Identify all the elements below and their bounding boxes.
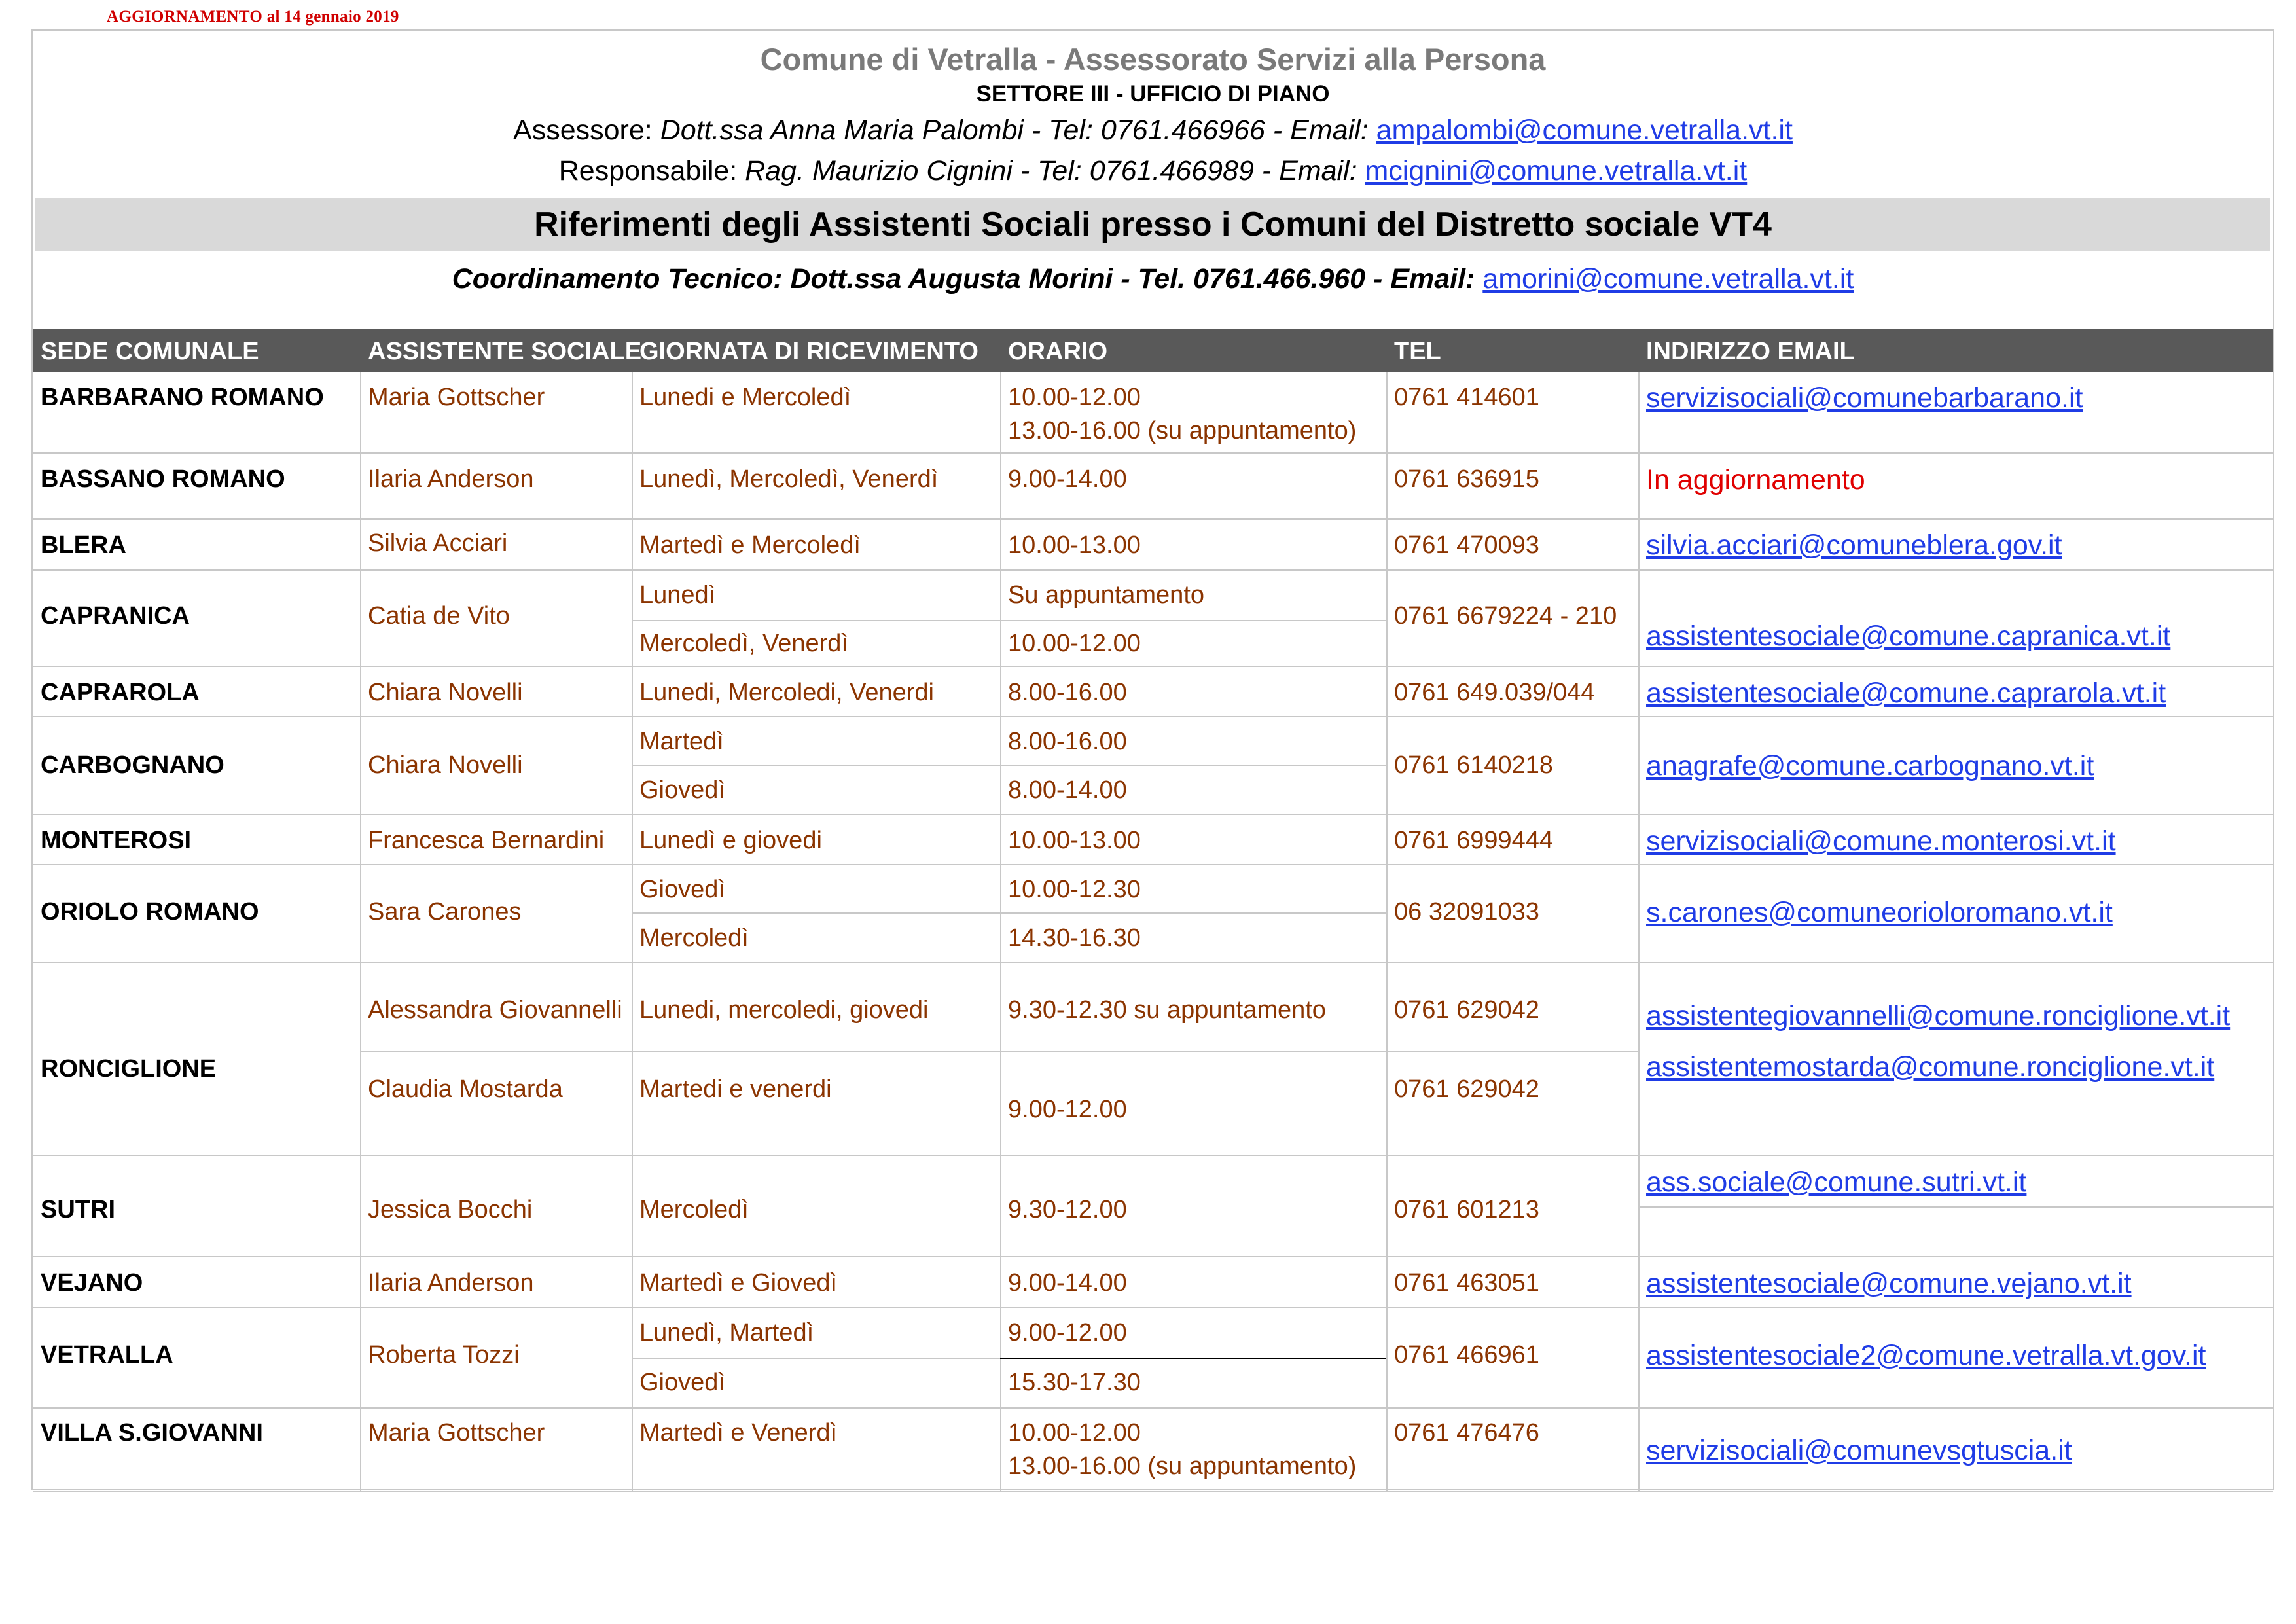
tel-cell: 06 32091033: [1394, 898, 1539, 926]
row-divider: [33, 452, 2273, 454]
column-header-sede: SEDE COMUNALE: [41, 338, 259, 365]
comune-cell: BASSANO ROMANO: [41, 465, 285, 493]
giornata-cell: Martedì: [639, 728, 724, 755]
responsabile-line: [33, 155, 2273, 187]
email-link[interactable]: assistentesociale@comune.capranica.vt.it: [1646, 621, 2171, 652]
tel-cell: 0761 6679224 - 210: [1394, 602, 1617, 630]
tel-cell: 0761 6999444: [1394, 827, 1554, 854]
tel-cell: 0761 649.039/044: [1394, 679, 1595, 706]
row-divider: [1000, 1358, 1386, 1359]
column-header-email: INDIRIZZO EMAIL: [1646, 338, 1855, 365]
email-status: In aggiornamento: [1646, 464, 1865, 496]
tel-cell: 0761 636915: [1394, 465, 1539, 493]
document-sheet: [31, 29, 2274, 1490]
giornata-cell: Lunedi, Mercoledi, Venerdi: [639, 679, 934, 706]
comune-cell: RONCIGLIONE: [41, 1055, 217, 1083]
orario-cell: 8.00-16.00: [1008, 679, 1127, 706]
giornata-cell: Mercoledì: [639, 924, 749, 952]
assessore-email-link[interactable]: ampalombi@comune.vetralla.vt.it: [1376, 115, 1793, 146]
row-divider: [33, 1307, 2273, 1308]
giornata-cell: Lunedi, mercoledi, giovedi: [639, 996, 929, 1024]
tel-cell: 0761 463051: [1394, 1269, 1539, 1297]
coordinamento-details: Coordinamento Tecnico: Dott.ssa Augusta Morini - Tel. 0761.466.960 - Email:: [452, 263, 1483, 295]
orario-cell: 13.00-16.00 (su appuntamento): [1008, 1453, 1357, 1480]
row-divider: [33, 814, 2273, 815]
assistente-cell: Roberta Tozzi: [368, 1341, 520, 1369]
giornata-cell: Martedì e Mercoledì: [639, 532, 861, 559]
row-divider: [632, 912, 1386, 914]
row-divider: [632, 620, 1386, 621]
email-link[interactable]: s.carones@comuneorioloromano.vt.it: [1646, 897, 2113, 928]
comune-cell: VILLA S.GIOVANNI: [41, 1419, 263, 1447]
orario-cell: 10.00-13.00: [1008, 532, 1141, 559]
row-divider: [632, 765, 1386, 766]
column-header-giornata: GIORNATA DI RICEVIMENTO: [639, 338, 978, 365]
responsabile-details: Rag. Maurizio Cignini - Tel: 0761.466989 - Email:: [745, 155, 1365, 187]
email-link[interactable]: assistentesociale@comune.vejano.vt.it: [1646, 1268, 2132, 1299]
orario-cell: 8.00-16.00: [1008, 728, 1127, 755]
assessore-details: Dott.ssa Anna Maria Palombi - Tel: 0761.466966 - Email:: [660, 115, 1376, 146]
row-divider: [33, 864, 2273, 865]
column-header-assistente: ASSISTENTE SOCIALE: [368, 338, 642, 365]
row-divider: [360, 1051, 1638, 1052]
orario-cell: 9.30-12.00: [1008, 1196, 1127, 1223]
row-divider: [33, 1155, 2273, 1156]
tel-cell: 0761 466961: [1394, 1341, 1539, 1369]
orario-cell: 10.00-12.00: [1008, 384, 1141, 411]
email-link[interactable]: assistentesociale@comune.caprarola.vt.it: [1646, 677, 2166, 709]
email-link[interactable]: assistentemostarda@comune.ronciglione.vt.it: [1646, 1051, 2215, 1083]
giornata-cell: Lunedi e Mercoledì: [639, 384, 852, 411]
giornata-cell: Martedi e venerdi: [639, 1075, 832, 1103]
giornata-cell: Martedì e Giovedì: [639, 1269, 838, 1297]
assessore-line: [33, 115, 2273, 147]
responsabile-email-link[interactable]: mcignini@comune.vetralla.vt.it: [1365, 155, 1748, 187]
table-header: [33, 329, 2273, 372]
assistente-cell: Silvia Acciari: [368, 530, 508, 557]
row-divider: [33, 962, 2273, 963]
assistente-cell: Catia de Vito: [368, 602, 510, 630]
tel-cell: 0761 414601: [1394, 384, 1539, 411]
row-divider: [632, 1358, 1000, 1359]
orario-cell: 10.00-12.00: [1008, 1419, 1141, 1447]
row-divider: [33, 716, 2273, 717]
assessore-label: Assessore:: [513, 115, 660, 146]
comune-cell: VETRALLA: [41, 1341, 173, 1369]
giornata-cell: Giovedì: [639, 1369, 725, 1396]
orario-cell: 10.00-13.00: [1008, 827, 1141, 854]
comune-cell: ORIOLO ROMANO: [41, 898, 259, 926]
tel-cell: 0761 629042: [1394, 996, 1539, 1024]
column-header-tel: TEL: [1394, 338, 1441, 365]
table-bottom-border: [33, 1491, 2273, 1492]
giornata-cell: Giovedì: [639, 876, 725, 903]
tel-cell: 0761 470093: [1394, 532, 1539, 559]
row-divider: [33, 666, 2273, 667]
orario-cell: 9.00-12.00: [1008, 1096, 1127, 1123]
giornata-cell: Martedì e Venerdì: [639, 1419, 838, 1447]
orario-cell: 8.00-14.00: [1008, 776, 1127, 804]
assistente-cell: Ilaria Anderson: [368, 465, 534, 493]
comune-cell: BLERA: [41, 532, 126, 559]
coordinamento-line: [33, 263, 2273, 295]
tel-cell: 0761 476476: [1394, 1419, 1539, 1447]
row-divider: [1638, 1206, 2273, 1208]
giornata-cell: Mercoledì, Venerdì: [639, 630, 848, 657]
orario-cell: 13.00-16.00 (su appuntamento): [1008, 417, 1357, 444]
comune-cell: BARBARANO ROMANO: [41, 384, 324, 411]
comune-cell: CARBOGNANO: [41, 751, 224, 779]
orario-cell: 10.00-12.30: [1008, 876, 1141, 903]
tel-cell: 0761 601213: [1394, 1196, 1539, 1223]
orario-cell: 10.00-12.00: [1008, 630, 1141, 657]
giornata-cell: Mercoledì: [639, 1196, 749, 1223]
sector-heading: SETTORE III - UFFICIO DI PIANO: [976, 81, 1330, 107]
row-divider: [33, 569, 2273, 571]
row-divider: [33, 518, 2273, 520]
coordinamento-email-link[interactable]: amorini@comune.vetralla.vt.it: [1482, 263, 1854, 295]
email-link[interactable]: ass.sociale@comune.sutri.vt.it: [1646, 1166, 2027, 1198]
orario-cell: 9.00-12.00: [1008, 1319, 1127, 1346]
comune-cell: SUTRI: [41, 1196, 115, 1223]
giornata-cell: Lunedì, Martedì: [639, 1319, 814, 1346]
responsabile-label: Responsabile:: [558, 155, 745, 187]
email-link[interactable]: servizisociali@comune.monterosi.vt.it: [1646, 825, 2116, 857]
giornata-cell: Giovedì: [639, 776, 725, 804]
giornata-cell: Lunedì: [639, 581, 716, 609]
tel-cell: 0761 629042: [1394, 1075, 1539, 1103]
org-heading: Comune di Vetralla - Assessorato Servizi alla Persona: [760, 42, 1546, 77]
assistente-cell: Alessandra Giovannelli: [368, 996, 622, 1024]
document-title: Riferimenti degli Assistenti Sociali presso i Comuni del Distretto sociale VT4: [35, 198, 2270, 251]
assistente-cell: Maria Gottscher: [368, 384, 545, 411]
giornata-cell: Lunedì, Mercoledì, Venerdì: [639, 465, 939, 493]
comune-cell: CAPRANICA: [41, 602, 190, 630]
email-link[interactable]: servizisociali@comunevsgtuscia.it: [1646, 1435, 2072, 1466]
email-link[interactable]: silvia.acciari@comuneblera.gov.it: [1646, 530, 2062, 561]
assistente-cell: Claudia Mostarda: [368, 1075, 563, 1103]
comune-cell: VEJANO: [41, 1269, 143, 1297]
column-header-orario: ORARIO: [1008, 338, 1107, 365]
email-link[interactable]: assistentegiovannelli@comune.ronciglione.vt.it: [1646, 1000, 2231, 1032]
assistente-cell: Maria Gottscher: [368, 1419, 545, 1447]
email-link[interactable]: anagrafe@comune.carbognano.vt.it: [1646, 750, 2094, 782]
giornata-cell: Lunedì e giovedi: [639, 827, 822, 854]
orario-cell: Su appuntamento: [1008, 581, 1205, 609]
orario-cell: 9.00-14.00: [1008, 1269, 1127, 1297]
row-divider: [33, 1256, 2273, 1257]
assistente-cell: Jessica Bocchi: [368, 1196, 533, 1223]
assistente-cell: Francesca Bernardini: [368, 827, 605, 854]
tel-cell: 0761 6140218: [1394, 751, 1554, 779]
assistente-cell: Chiara Novelli: [368, 679, 523, 706]
comune-cell: MONTEROSI: [41, 827, 192, 854]
assistente-cell: Chiara Novelli: [368, 751, 523, 779]
orario-cell: 9.00-14.00: [1008, 465, 1127, 493]
email-link[interactable]: servizisociali@comunebarbarano.it: [1646, 382, 2083, 414]
assistente-cell: Ilaria Anderson: [368, 1269, 534, 1297]
email-link[interactable]: assistentesociale2@comune.vetralla.vt.gov.it: [1646, 1340, 2206, 1371]
row-divider: [33, 1407, 2273, 1409]
assistente-cell: Sara Carones: [368, 898, 522, 926]
orario-cell: 9.30-12.30 su appuntamento: [1008, 996, 1326, 1024]
orario-cell: 14.30-16.30: [1008, 924, 1141, 952]
update-note: AGGIORNAMENTO al 14 gennaio 2019: [107, 8, 399, 26]
comune-cell: CAPRAROLA: [41, 679, 200, 706]
orario-cell: 15.30-17.30: [1008, 1369, 1141, 1396]
